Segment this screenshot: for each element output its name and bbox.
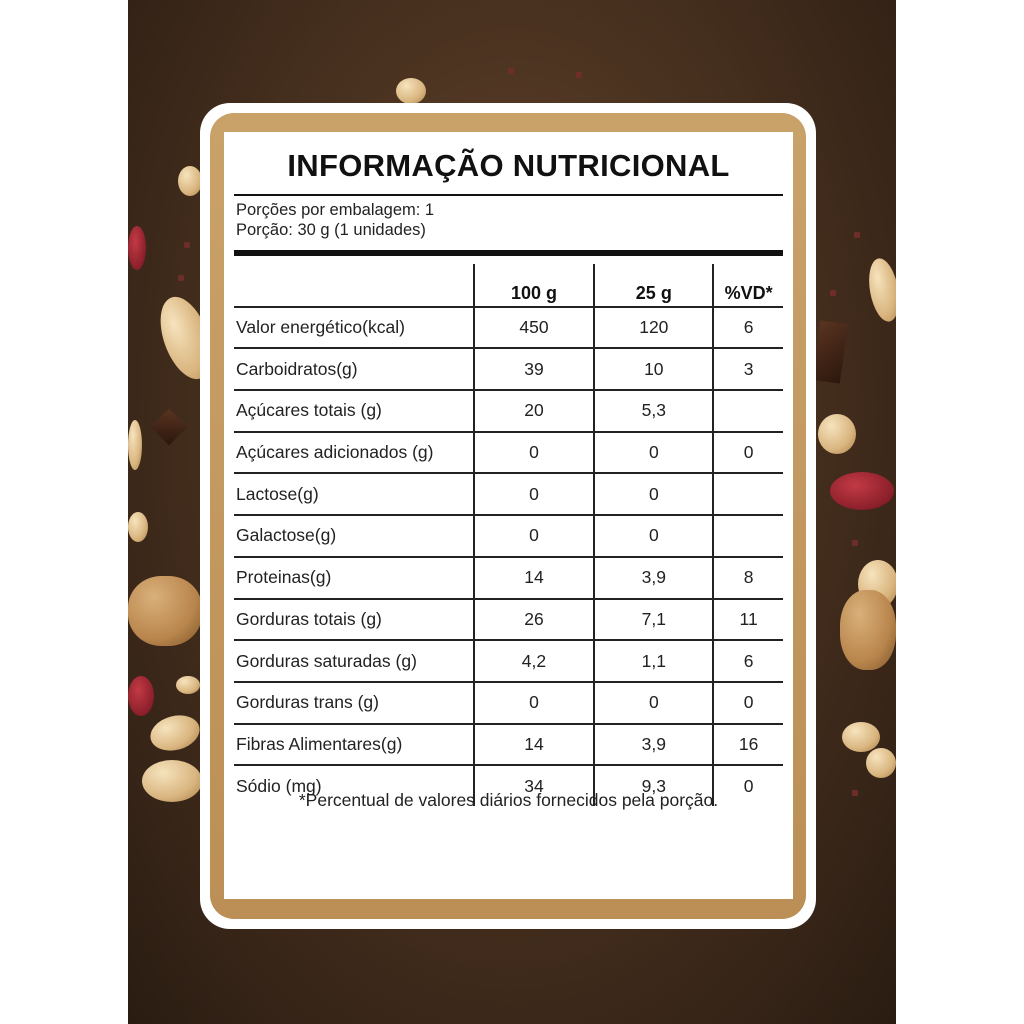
value-25g: 0	[594, 682, 713, 724]
value-25g: 9,3	[594, 765, 713, 806]
value-100g: 34	[474, 765, 595, 806]
chocolate-crumb-illustration	[576, 72, 582, 78]
value-vd: 0	[713, 682, 783, 724]
value-vd: 6	[713, 307, 783, 349]
table-row	[234, 640, 783, 682]
value-vd: 16	[713, 724, 783, 766]
nutrient-label: Valor energético(kcal)	[234, 307, 474, 349]
value-100g: 450	[474, 307, 595, 349]
nutrient-label: Gorduras totais (g)	[234, 599, 474, 641]
value-vd: 8	[713, 557, 783, 599]
peanut-illustration	[842, 722, 880, 752]
chocolate-crumb-illustration	[854, 232, 860, 238]
nutrition-facts-panel	[224, 132, 793, 899]
table-header-row	[234, 264, 783, 307]
value-25g: 10	[594, 348, 713, 390]
serving-info	[236, 200, 434, 240]
value-vd: 11	[713, 599, 783, 641]
value-vd: 0	[713, 765, 783, 806]
cranberry-illustration	[128, 226, 146, 270]
table-row	[234, 390, 783, 432]
chocolate-crumb-illustration	[830, 290, 836, 296]
table-row	[234, 307, 783, 349]
column-header-100g: 100 g	[474, 264, 595, 307]
chocolate-crumb-illustration	[184, 242, 190, 248]
table-row	[234, 473, 783, 515]
footnote: *Percentual de valores diários fornecidos pela porção.	[298, 790, 719, 810]
peanut-shell-illustration	[128, 576, 202, 646]
peanut-illustration	[866, 748, 896, 778]
chocolate-piece-illustration	[812, 320, 848, 383]
divider	[234, 194, 783, 196]
nutrient-label: Gorduras trans (g)	[234, 682, 474, 724]
chocolate-crumb-illustration	[852, 540, 858, 546]
nutrition-table	[234, 264, 783, 806]
nutrient-label: Carboidratos(g)	[234, 348, 474, 390]
value-25g: 1,1	[594, 640, 713, 682]
nutrient-label: Proteinas(g)	[234, 557, 474, 599]
value-100g: 0	[474, 432, 595, 474]
table-row	[234, 348, 783, 390]
chocolate-piece-illustration	[151, 409, 188, 446]
chocolate-crumb-illustration	[178, 275, 184, 281]
nutrient-label: Fibras Alimentares(g)	[234, 724, 474, 766]
value-vd	[713, 473, 783, 515]
peanut-illustration	[146, 710, 203, 756]
value-100g: 20	[474, 390, 595, 432]
value-100g: 26	[474, 599, 595, 641]
table-row	[234, 432, 783, 474]
peanut-illustration	[128, 512, 148, 542]
value-25g: 3,9	[594, 557, 713, 599]
value-25g: 7,1	[594, 599, 713, 641]
peanut-illustration	[396, 78, 426, 104]
column-header-25g: 25 g	[594, 264, 713, 307]
value-25g: 120	[594, 307, 713, 349]
value-vd	[713, 515, 783, 557]
divider-thick	[234, 250, 783, 256]
value-25g: 5,3	[594, 390, 713, 432]
value-25g: 0	[594, 473, 713, 515]
peanut-illustration	[128, 420, 142, 470]
nutrient-label: Açúcares adicionados (g)	[234, 432, 474, 474]
peanut-illustration	[178, 166, 202, 196]
table-row	[234, 557, 783, 599]
value-25g: 0	[594, 515, 713, 557]
value-vd	[713, 390, 783, 432]
table-row	[234, 515, 783, 557]
table-row	[234, 724, 783, 766]
nutrient-label: Açúcares totais (g)	[234, 390, 474, 432]
peanut-illustration	[818, 414, 856, 454]
value-25g: 3,9	[594, 724, 713, 766]
value-100g: 14	[474, 724, 595, 766]
peanut-illustration	[176, 676, 200, 694]
page-title: INFORMAÇÃO NUTRICIONAL	[287, 148, 730, 183]
column-header-nutrient	[234, 264, 474, 307]
nutrient-label: Sódio (mg)	[236, 775, 322, 796]
value-100g: 0	[474, 515, 595, 557]
peanut-illustration	[142, 760, 202, 802]
table-row	[234, 599, 783, 641]
serving-size: Porção: 30 g (1 unidades)	[236, 221, 426, 239]
cranberry-illustration	[128, 676, 154, 716]
peanut-illustration	[865, 256, 896, 324]
nutrient-label: Gorduras saturadas (g)	[234, 640, 474, 682]
value-vd: 6	[713, 640, 783, 682]
value-100g: 39	[474, 348, 595, 390]
servings-per-package: Porções por embalagem: 1	[236, 201, 435, 219]
value-100g: 0	[474, 682, 595, 724]
value-25g: 0	[594, 432, 713, 474]
value-vd: 0	[713, 432, 783, 474]
nutrient-label: Lactose(g)	[234, 473, 474, 515]
nutrient-label: Galactose(g)	[234, 515, 474, 557]
chocolate-crumb-illustration	[852, 790, 858, 796]
table-row	[234, 682, 783, 724]
cranberry-illustration	[830, 472, 894, 510]
chocolate-crumb-illustration	[508, 68, 514, 74]
value-100g: 4,2	[474, 640, 595, 682]
peanut-shell-illustration	[840, 590, 896, 670]
column-header-vd: %VD*	[713, 264, 783, 307]
value-100g: 0	[474, 473, 595, 515]
value-100g: 14	[474, 557, 595, 599]
value-vd: 3	[713, 348, 783, 390]
